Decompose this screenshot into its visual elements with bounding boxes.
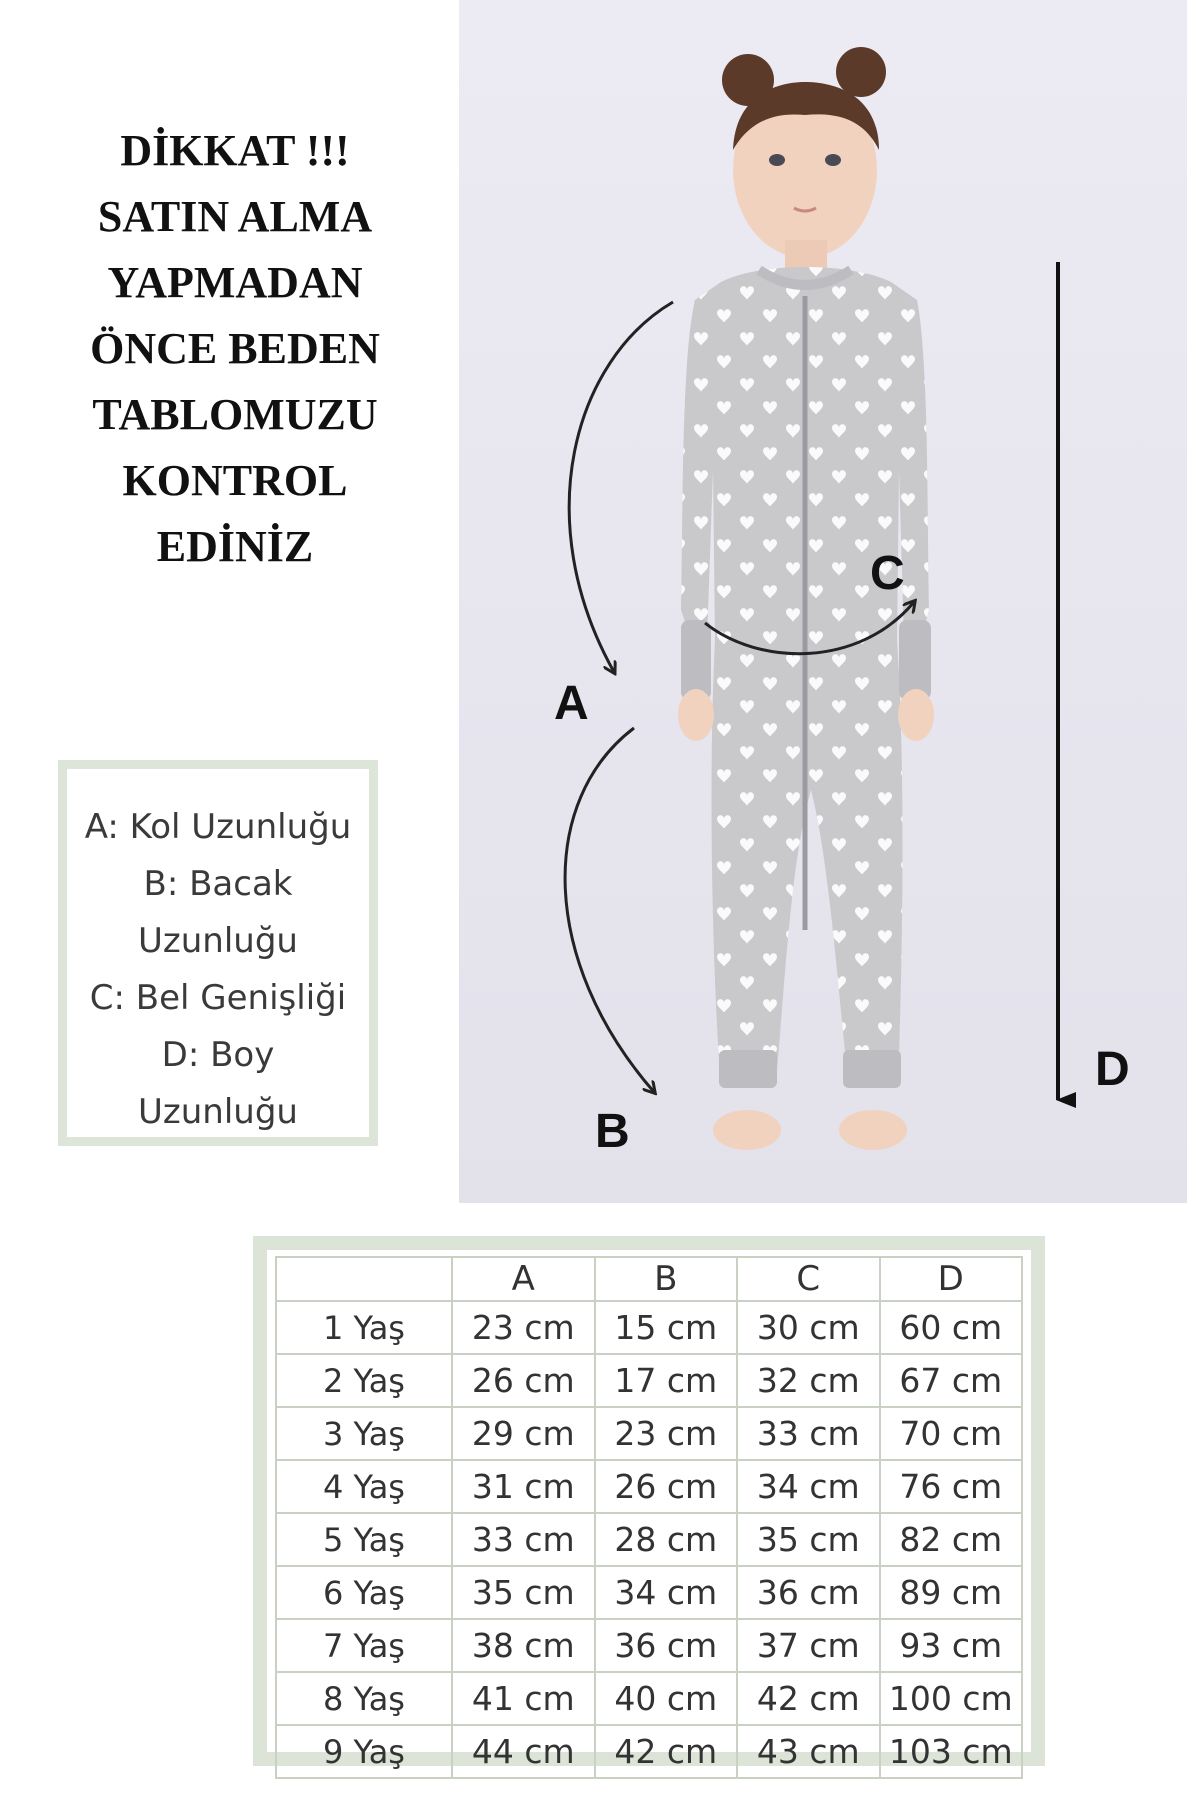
measurement-cell: 76 cm [880, 1460, 1023, 1513]
marker-label-d: D [1095, 1043, 1130, 1096]
measurement-cell: 103 cm [880, 1725, 1023, 1778]
measurement-cell: 37 cm [737, 1619, 880, 1672]
legend-line: Uzunluğu [138, 1092, 298, 1132]
measurement-cell: 33 cm [737, 1407, 880, 1460]
legend-line: Uzunluğu [138, 921, 298, 961]
product-photo [459, 0, 1187, 1203]
measurement-cell: 23 cm [595, 1407, 738, 1460]
measurement-cell: 36 cm [737, 1566, 880, 1619]
header-cell: B [595, 1257, 738, 1301]
measurement-cell: 70 cm [880, 1407, 1023, 1460]
measurement-cell: 28 cm [595, 1513, 738, 1566]
measurement-cell: 34 cm [737, 1460, 880, 1513]
measurement-cell: 17 cm [595, 1354, 738, 1407]
header-cell [276, 1257, 452, 1301]
table-row [276, 1672, 1022, 1725]
header-cell: A [452, 1257, 595, 1301]
age-cell: 5 Yaş [276, 1513, 452, 1566]
age-cell: 2 Yaş [276, 1354, 452, 1407]
marker-label-a: A [554, 677, 589, 730]
age-cell: 3 Yaş [276, 1407, 452, 1460]
measurement-cell: 82 cm [880, 1513, 1023, 1566]
measurement-legend [58, 760, 378, 1146]
warning-line: SATIN ALMA [97, 192, 373, 241]
size-table [275, 1256, 1023, 1779]
age-cell: 9 Yaş [276, 1725, 452, 1778]
warning-line: YAPMADAN [107, 258, 363, 307]
table-header-row [276, 1257, 1022, 1301]
size-table-body [276, 1301, 1022, 1778]
marker-label-b: B [595, 1105, 630, 1158]
measurement-cell: 35 cm [737, 1513, 880, 1566]
legend-line: C: Bel Genişliği [89, 978, 347, 1018]
age-cell: 4 Yaş [276, 1460, 452, 1513]
measurement-cell: 60 cm [880, 1301, 1023, 1354]
measurement-cell: 15 cm [595, 1301, 738, 1354]
marker-label-c: C [870, 547, 905, 600]
age-cell: 1 Yaş [276, 1301, 452, 1354]
measurement-cell: 35 cm [452, 1566, 595, 1619]
measurement-cell: 41 cm [452, 1672, 595, 1725]
table-row [276, 1619, 1022, 1672]
measurement-cell: 34 cm [595, 1566, 738, 1619]
measurement-cell: 93 cm [880, 1619, 1023, 1672]
measurement-cell: 89 cm [880, 1566, 1023, 1619]
warning-line: ÖNCE BEDEN [90, 324, 380, 373]
table-row [276, 1407, 1022, 1460]
garment [681, 267, 931, 1088]
measurement-cell: 32 cm [737, 1354, 880, 1407]
measurement-cell: 29 cm [452, 1407, 595, 1460]
table-row [276, 1460, 1022, 1513]
measurement-cell: 40 cm [595, 1672, 738, 1725]
warning-line: TABLOMUZU [92, 390, 378, 439]
warning-line: KONTROL [122, 456, 348, 505]
header-cell: C [737, 1257, 880, 1301]
warning-line: DİKKAT !!! [120, 126, 350, 175]
header-cell: D [880, 1257, 1023, 1301]
measurement-cell: 30 cm [737, 1301, 880, 1354]
age-cell: 8 Yaş [276, 1672, 452, 1725]
measurement-cell: 42 cm [737, 1672, 880, 1725]
table-row [276, 1725, 1022, 1778]
child-sleepsuit-illustration [459, 0, 1187, 1203]
age-cell: 7 Yaş [276, 1619, 452, 1672]
table-row [276, 1513, 1022, 1566]
arrow-b-leg-length [565, 728, 654, 1092]
measurement-cell: 44 cm [452, 1725, 595, 1778]
measurement-cell: 26 cm [452, 1354, 595, 1407]
measurement-cell: 100 cm [880, 1672, 1023, 1725]
legend-line: B: Bacak [143, 864, 293, 904]
measurement-cell: 26 cm [595, 1460, 738, 1513]
warning-line: EDİNİZ [156, 522, 314, 571]
warning-text [40, 118, 430, 580]
measurement-cell: 33 cm [452, 1513, 595, 1566]
measurement-cell: 42 cm [595, 1725, 738, 1778]
table-row [276, 1566, 1022, 1619]
age-cell: 6 Yaş [276, 1566, 452, 1619]
measurement-cell: 38 cm [452, 1619, 595, 1672]
legend-line: D: Boy [161, 1035, 275, 1075]
size-table-frame [253, 1236, 1045, 1771]
arrow-a-arm-length [569, 302, 673, 672]
measurement-cell: 23 cm [452, 1301, 595, 1354]
measurement-cell: 43 cm [737, 1725, 880, 1778]
measurement-cell: 67 cm [880, 1354, 1023, 1407]
measurement-cell: 36 cm [595, 1619, 738, 1672]
table-row [276, 1354, 1022, 1407]
measurement-cell: 31 cm [452, 1460, 595, 1513]
legend-line: A: Kol Uzunluğu [84, 807, 352, 847]
table-row [276, 1301, 1022, 1354]
